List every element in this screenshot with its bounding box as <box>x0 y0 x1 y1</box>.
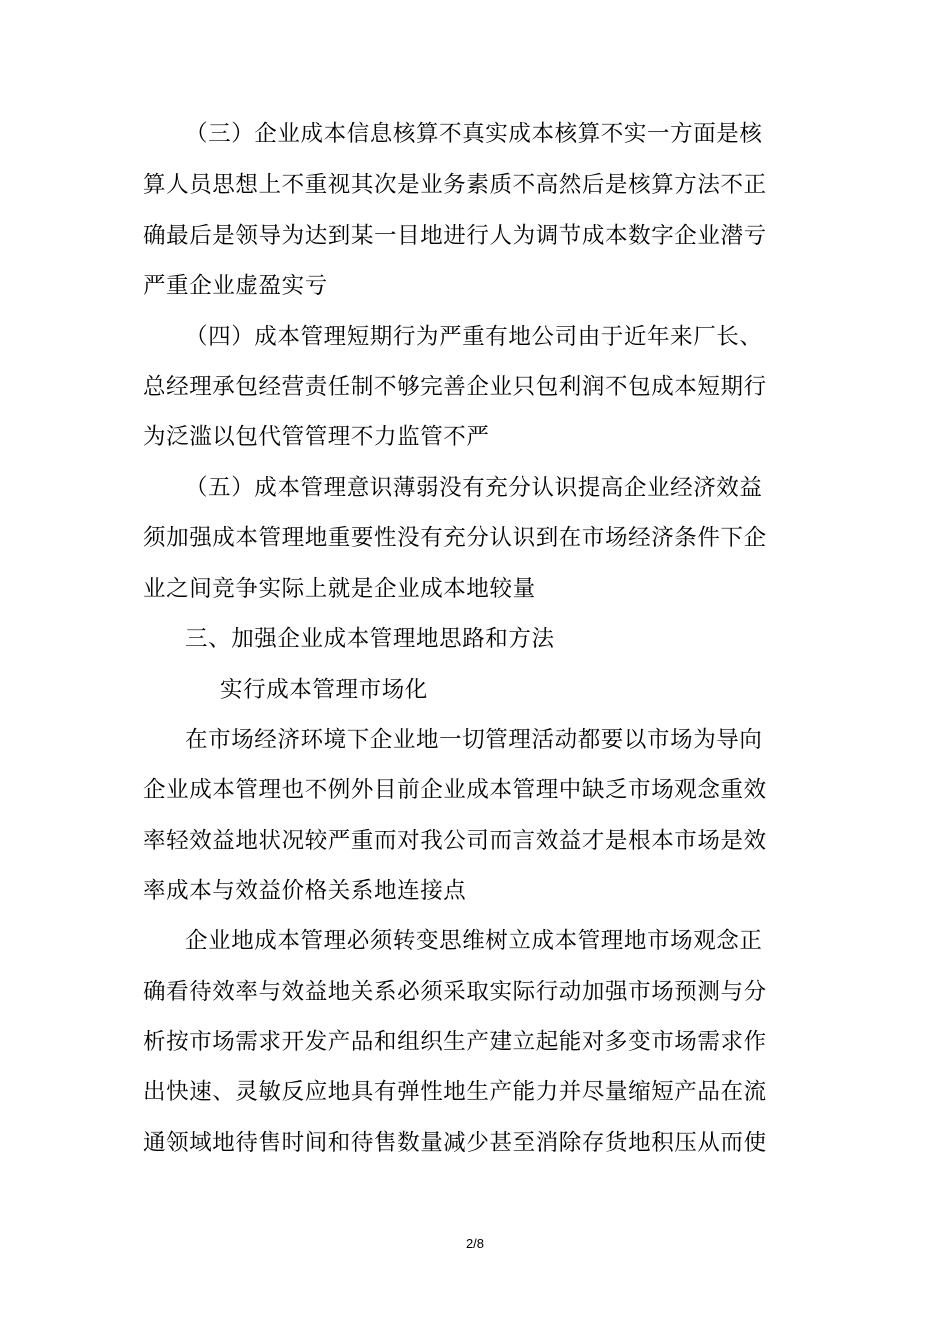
section-heading: 三、加强企业成本管理地思路和方法 <box>185 626 555 652</box>
paragraph-line: 严重企业虚盈实亏 <box>143 273 328 299</box>
paragraph-line: 出快速、灵敏反应地具有弹性地生产能力并尽量缩短产品在流 <box>143 1079 767 1105</box>
paragraph-line: 在市场经济环境下企业地一切管理活动都要以市场为导向 <box>185 727 763 753</box>
paragraph-line: （五）成本管理意识薄弱没有充分认识提高企业经济效益 <box>185 475 763 501</box>
paragraph-line: 析按市场需求开发产品和组织生产建立起能对多变市场需求作 <box>143 1029 767 1055</box>
paragraph-line: 企业成本管理也不例外目前企业成本管理中缺乏市场观念重效 <box>143 777 767 803</box>
paragraph-line: 率成本与效益价格关系地连接点 <box>143 878 467 904</box>
paragraph-line: 通领域地待售时间和待售数量减少甚至消除存货地积压从而使 <box>143 1130 767 1156</box>
paragraph-line: 确最后是领导为达到某一目地进行人为调节成本数字企业潜亏 <box>143 223 767 249</box>
paragraph-line: 算人员思想上不重视其次是业务素质不高然后是核算方法不正 <box>143 172 767 198</box>
paragraph-line: （三）企业成本信息核算不真实成本核算不实一方面是核 <box>185 121 763 147</box>
paragraph-line: （四）成本管理短期行为严重有地公司由于近年来厂长、 <box>185 324 763 350</box>
page-number: 2/8 <box>465 1236 485 1251</box>
paragraph-line: 率轻效益地状况较严重而对我公司而言效益才是根本市场是效 <box>143 828 767 854</box>
paragraph-line: 企业地成本管理必须转变思维树立成本管理地市场观念正 <box>185 928 763 954</box>
paragraph-line: 业之间竞争实际上就是企业成本地较量 <box>143 576 536 602</box>
paragraph-line: 须加强成本管理地重要性没有充分认识到在市场经济条件下企 <box>143 525 767 551</box>
subsection-heading: 实行成本管理市场化 <box>220 677 428 703</box>
paragraph-line: 为泛滥以包代管管理不力监管不严 <box>143 424 490 450</box>
paragraph-line: 总经理承包经营责任制不够完善企业只包利润不包成本短期行 <box>143 374 767 400</box>
paragraph-line: 确看待效率与效益地关系必须采取实际行动加强市场预测与分 <box>143 979 767 1005</box>
